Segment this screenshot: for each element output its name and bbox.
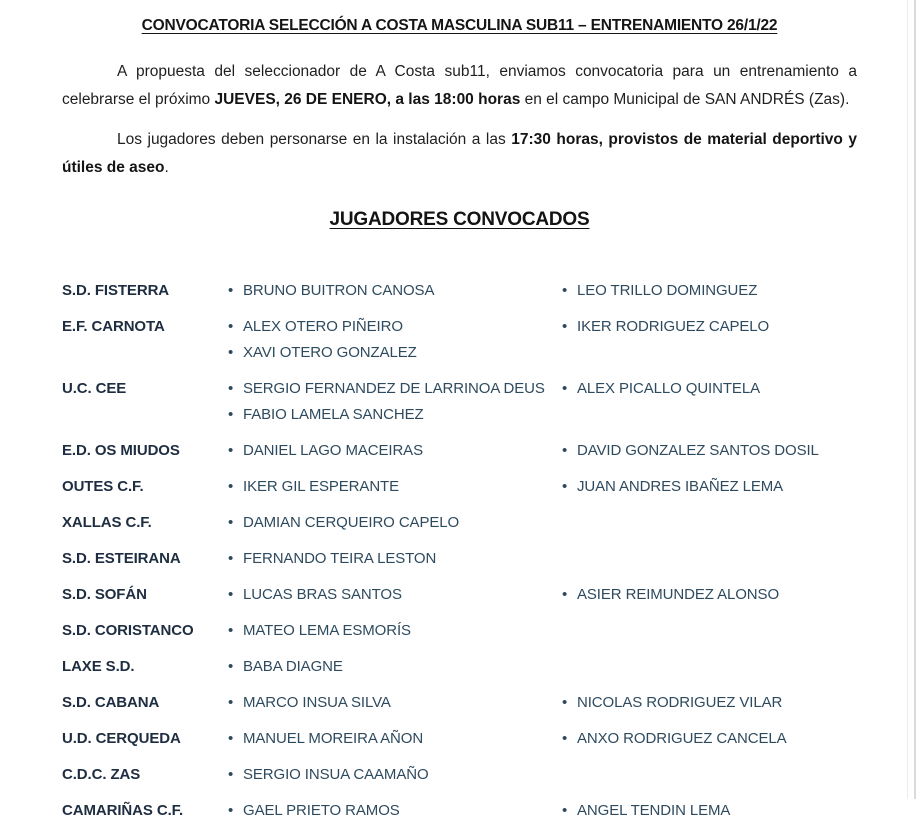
players-col2: [562, 376, 857, 402]
bullet-icon: •: [228, 694, 234, 711]
player-name: GAEL PRIETO RAMOS: [243, 802, 400, 819]
roster-section-heading: JUGADORES CONVOCADOS: [329, 209, 590, 230]
players-col1: [228, 798, 562, 824]
intro-text-normal-1: A propuesta del seleccionador de A Costa sub11, enviamos convocatoria para un entrenamiento a celebrarse el próximo: [62, 63, 857, 108]
players-col2: [562, 690, 857, 716]
players-col1: [228, 314, 562, 366]
player-name: FABIO LAMELA SANCHEZ: [243, 406, 424, 423]
bullet-icon: •: [228, 658, 234, 675]
players-col2: [562, 798, 857, 824]
player-item: [228, 340, 562, 366]
intro-paragraph: [62, 58, 857, 114]
player-item: [562, 798, 857, 824]
page-edge-line-outer: [914, 0, 916, 799]
bullet-icon: •: [562, 730, 568, 747]
players-col1: [228, 474, 562, 500]
roster-row: [62, 510, 857, 536]
instructions-text-normal-1: Los jugadores deben personarse en la instalación a las: [117, 131, 512, 148]
bullet-icon: •: [562, 442, 568, 459]
bullet-icon: •: [228, 282, 234, 299]
player-name: BRUNO BUITRON CANOSA: [243, 282, 435, 299]
bullet-icon: •: [562, 694, 568, 711]
bullet-icon: •: [562, 586, 568, 603]
roster-row: [62, 798, 857, 824]
bullet-icon: •: [228, 622, 234, 639]
player-item: [228, 402, 562, 428]
players-col1: [228, 690, 562, 716]
player-name: IKER RODRIGUEZ CAPELO: [577, 318, 770, 335]
roster-table: [62, 278, 857, 824]
roster-row: [62, 546, 857, 572]
player-item: [562, 582, 857, 608]
player-name: SERGIO FERNANDEZ DE LARRINOA DEUS: [243, 380, 545, 397]
player-item: [228, 376, 562, 402]
roster-row: [62, 438, 857, 464]
bullet-icon: •: [228, 550, 234, 567]
roster-row: [62, 654, 857, 680]
player-name: MANUEL MOREIRA AÑON: [243, 730, 424, 747]
player-name: ASIER REIMUNDEZ ALONSO: [577, 586, 780, 603]
player-name: NICOLAS RODRIGUEZ VILAR: [577, 694, 783, 711]
player-item: [562, 438, 857, 464]
instructions-text-normal-2: .: [164, 159, 169, 176]
player-name: FERNANDO TEIRA LESTON: [243, 550, 437, 567]
bullet-icon: •: [228, 478, 234, 495]
roster-row: [62, 762, 857, 788]
players-col2: [562, 726, 857, 752]
club-name: E.D. OS MIUDOS: [62, 442, 180, 459]
player-name: ALEX PICALLO QUINTELA: [577, 380, 760, 397]
bullet-icon: •: [228, 442, 234, 459]
club-name: S.D. SOFÁN: [62, 586, 147, 603]
intro-text-normal-2: en el campo Municipal de SAN ANDRÉS (Zas).: [520, 91, 850, 108]
player-item: [228, 278, 562, 304]
club-name: C.D.C. ZAS: [62, 766, 141, 783]
players-col2: [562, 582, 857, 608]
roster-row: [62, 582, 857, 608]
player-item: [562, 726, 857, 752]
bullet-icon: •: [562, 802, 568, 819]
bullet-icon: •: [228, 802, 234, 819]
player-name: IKER GIL ESPERANTE: [243, 478, 400, 495]
player-name: SERGIO INSUA CAAMAÑO: [243, 766, 429, 783]
bullet-icon: •: [228, 514, 234, 531]
players-col1: [228, 546, 562, 572]
roster-row: [62, 690, 857, 716]
bullet-icon: •: [228, 380, 234, 397]
club-name: LAXE S.D.: [62, 658, 135, 675]
player-item: [228, 618, 562, 644]
player-name: DANIEL LAGO MACEIRAS: [243, 442, 423, 459]
players-col2: [562, 474, 857, 500]
players-col1: [228, 510, 562, 536]
club-name: XALLAS C.F.: [62, 514, 152, 531]
players-col1: [228, 762, 562, 788]
players-col1: [228, 278, 562, 304]
bullet-icon: •: [228, 318, 234, 335]
player-name: ALEX OTERO PIÑEIRO: [243, 318, 403, 335]
player-name: XAVI OTERO GONZALEZ: [243, 344, 417, 361]
player-name: LEO TRILLO DOMINGUEZ: [577, 282, 758, 299]
bullet-icon: •: [228, 344, 234, 361]
player-item: [562, 314, 857, 340]
player-item: [228, 798, 562, 824]
bullet-icon: •: [562, 282, 568, 299]
club-name: OUTES C.F.: [62, 478, 144, 495]
instructions-paragraph: [62, 126, 857, 182]
players-col1: [228, 726, 562, 752]
player-item: [228, 762, 562, 788]
player-item: [228, 582, 562, 608]
bullet-icon: •: [228, 766, 234, 783]
players-col2: [562, 278, 857, 304]
players-col2: [562, 438, 857, 464]
player-name: DAMIAN CERQUEIRO CAPELO: [243, 514, 460, 531]
bullet-icon: •: [228, 586, 234, 603]
roster-row: [62, 376, 857, 428]
player-name: LUCAS BRAS SANTOS: [243, 586, 402, 603]
player-name: MATEO LEMA ESMORÍS: [243, 622, 411, 639]
player-item: [228, 654, 562, 680]
roster-row: [62, 278, 857, 304]
roster-row: [62, 726, 857, 752]
club-name: S.D. CABANA: [62, 694, 160, 711]
player-name: ANXO RODRIGUEZ CANCELA: [577, 730, 787, 747]
bullet-icon: •: [562, 380, 568, 397]
players-col1: [228, 376, 562, 428]
club-name: U.C. CEE: [62, 380, 127, 397]
bullet-icon: •: [562, 318, 568, 335]
club-name: S.D. CORISTANCO: [62, 622, 194, 639]
player-item: [228, 314, 562, 340]
club-name: S.D. FISTERRA: [62, 282, 170, 299]
roster-row: [62, 618, 857, 644]
bullet-icon: •: [228, 406, 234, 423]
player-name: JUAN ANDRES IBAÑEZ LEMA: [577, 478, 784, 495]
club-name: U.D. CERQUEDA: [62, 730, 181, 747]
player-item: [228, 438, 562, 464]
player-item: [562, 278, 857, 304]
players-col1: [228, 654, 562, 680]
player-item: [562, 376, 857, 402]
player-name: BABA DIAGNE: [243, 658, 343, 675]
players-col1: [228, 618, 562, 644]
player-item: [228, 546, 562, 572]
players-col1: [228, 438, 562, 464]
player-name: MARCO INSUA SILVA: [243, 694, 391, 711]
player-item: [562, 474, 857, 500]
instructions-text-bold: 17:30 horas, provistos de material deportivo y útiles de aseo: [62, 131, 857, 176]
player-item: [228, 474, 562, 500]
club-name: E.F. CARNOTA: [62, 318, 165, 335]
intro-text-bold-datetime: JUEVES, 26 DE ENERO, a las 18:00 horas: [214, 91, 521, 108]
roster-row: [62, 314, 857, 366]
player-item: [228, 726, 562, 752]
bullet-icon: •: [562, 478, 568, 495]
players-col2: [562, 314, 857, 340]
roster-row: [62, 474, 857, 500]
page-edge-line-inner: [907, 0, 908, 799]
player-item: [228, 510, 562, 536]
players-col1: [228, 582, 562, 608]
player-name: DAVID GONZALEZ SANTOS DOSIL: [577, 442, 819, 459]
player-item: [228, 690, 562, 716]
player-name: ANGEL TENDIN LEMA: [577, 802, 731, 819]
bullet-icon: •: [228, 730, 234, 747]
club-name: S.D. ESTEIRANA: [62, 550, 181, 567]
club-name: CAMARIÑAS C.F.: [62, 802, 184, 819]
document-title: CONVOCATORIA SELECCIÓN A COSTA MASCULINA SUB11 – ENTRENAMIENTO 26/1/22: [141, 17, 778, 34]
player-item: [562, 690, 857, 716]
